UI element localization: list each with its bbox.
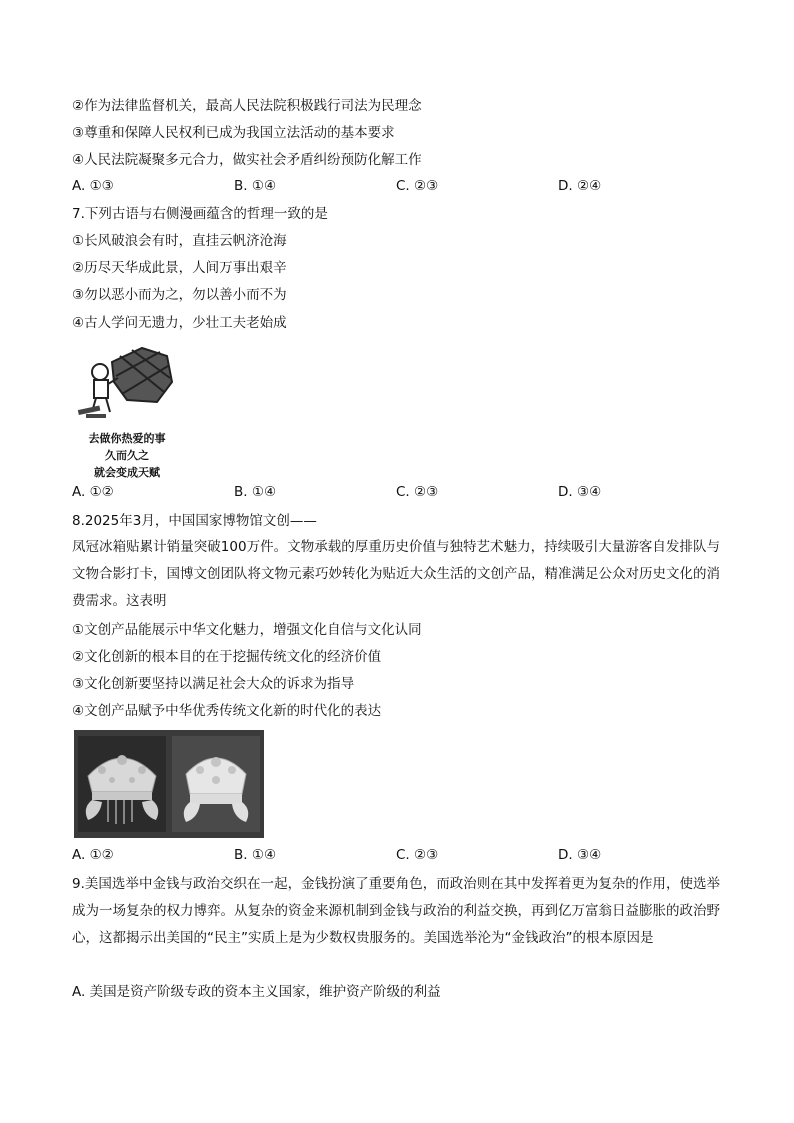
q6-option-a: A. ①③ [72,178,114,194]
q6-statement-4: ④人民法院凝聚多元合力，做实社会矛盾纠纷预防化解工作 [72,152,422,168]
q9-option-a: A. 美国是资产阶级专政的资本主义国家，维护资产阶级的利益 [72,984,441,1000]
q7-option-b: B. ①④ [234,484,277,500]
q8-question-head: 8.2025年3月，中国国家博物馆文创—— [72,513,317,529]
q7-option-a: A. ①② [72,484,114,500]
q8-option-d: D. ③④ [558,847,602,863]
q6-statement-2: ②作为法律监督机关，最高人民法院积极践行司法为民理念 [72,98,422,114]
q7-statement-3: ③勿以恶小而为之，勿以善小而不为 [72,287,287,303]
crown-artifact-image [78,736,166,832]
q6-option-d: D. ②④ [558,178,602,194]
cartoon-drawing [72,342,182,422]
q8-option-c: C. ②③ [396,847,439,863]
q7-option-c: C. ②③ [396,484,439,500]
q8-statement-3: ③文化创新要坚持以满足社会大众的诉求为指导 [72,676,355,692]
q8-options [72,845,722,865]
q7-options [72,482,722,502]
q6-option-b: B. ①④ [234,178,277,194]
q7-statement-1: ①长风破浪会有时，直挂云帆济沧海 [72,233,287,249]
q8-statement-4: ④文创产品赋予中华优秀传统文化新的时代化的表达 [72,703,382,719]
q6-option-c: C. ②③ [396,178,439,194]
q7-option-d: D. ③④ [558,484,602,500]
q8-statement-1: ①文创产品能展示中华文化魅力，增强文化自信与文化认同 [72,622,422,638]
q8-question-body: 凤冠冰箱贴累计销量突破100万件。文物承载的厚重历史价值与独特艺术魅力，持续吸引大量游客自发排队与文物合影打卡，国博文创团队将文物元素巧妙转化为贴近大众生活的文创产品，精准满足公众对历史文化的消费需求。这表明 [72,539,720,609]
q8-option-a: A. ①② [72,847,114,863]
q7-question: 7.下列古语与右侧漫画蕴含的哲理一致的是 [72,206,328,222]
q9-question: 9.美国选举中金钱与政治交织在一起，金钱扮演了重要角色，而政治则在其中发挥着更为复杂的作用，使选举成为一场复杂的权力博弈。从复杂的资金来源机制到金钱与政治的利益交换，再到亿万富翁日益膨胀的政治野心，这都揭示出美国的“民主”实质上是为少数权贵服务的。美国选举沦为“金钱政治”的根本原因是 [72,876,720,946]
cartoon-caption-line-3: 就会变成天赋 [94,466,160,479]
q8-statement-2: ②文化创新的根本目的在于挖掘传统文化的经济价值 [72,649,382,665]
q7-statement-2: ②历尽天华成此景，人间万事出艰辛 [72,260,287,276]
q6-options [72,176,722,196]
phoenix-crown-photo [74,730,264,838]
cartoon-illustration [72,342,182,479]
cartoon-caption-line-1: 去做你热爱的事 [88,432,166,445]
q6-statement-3: ③尊重和保障人民权利已成为我国立法活动的基本要求 [72,125,395,141]
crown-fridge-magnet-image [172,736,260,832]
q7-statement-4: ④古人学问无遗力，少壮工夫老始成 [72,315,287,331]
cartoon-caption-line-2: 久而久之 [105,449,149,462]
q8-option-b: B. ①④ [234,847,277,863]
cartoon-caption [72,430,182,481]
